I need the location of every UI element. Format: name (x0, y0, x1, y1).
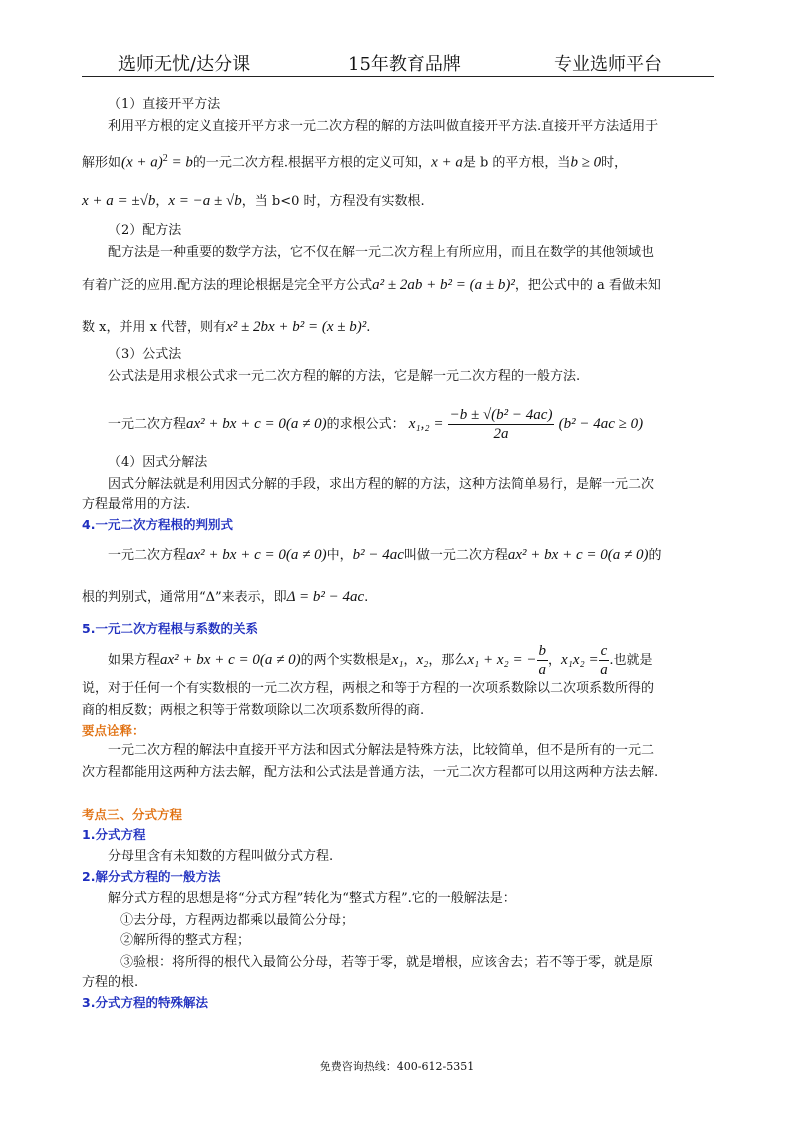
page-header (82, 46, 714, 77)
topic3-sub2-title: 2.解分式方程的一般方法 (82, 869, 221, 884)
method1-para2: 解形如$(x + a)^2 = b$的一元二次方程.根据平方根的定义可知，x + a是 b 的平方根，当b ≥ 0时， (82, 153, 628, 171)
vieta-product-fraction (599, 642, 610, 679)
equation: ax² + bx + c = 0(a ≠ 0) (160, 652, 301, 668)
quadratic-formula-condition: (b² − 4ac ≥ 0) (558, 416, 644, 432)
equation: x + a (431, 154, 463, 171)
text-span: . (366, 320, 371, 335)
key-notes-title: 要点诠释： (82, 723, 145, 738)
equation: a² ± 2ab + b² = (a ± b)² (372, 277, 515, 293)
text-span: 一元二次方程 (108, 417, 187, 432)
equation: x₁ (391, 652, 404, 668)
quadratic-formula-fraction (448, 406, 555, 443)
topic3-sub1-title: 1.分式方程 (82, 827, 146, 842)
section5-title: 5.一元二次方程根与系数的关系 (82, 621, 258, 636)
text-span: ， (403, 653, 417, 668)
text-span: ，那么 (428, 653, 468, 668)
text-span: .也就是 (609, 653, 653, 668)
method2-para3 (82, 318, 370, 337)
equation: ax² + bx + c = 0(a ≠ 0) (507, 547, 649, 563)
method1-title: （1）直接开平方法 (108, 97, 221, 112)
method4-para1: 因式分解法就是利用因式分解的手段，求出方程的解的方法，这种方法简单易行，是解一元二次 (108, 477, 655, 492)
equation: x = −a ± √b (168, 193, 242, 209)
equation: x + a = ±√b (82, 193, 156, 209)
equation: b² − 4ac (352, 547, 404, 563)
header-center: 15年教育品牌 (348, 54, 461, 75)
topic3-sub1-para: 分母里含有未知数的方程叫做分式方程. (108, 849, 334, 864)
quadratic-formula-denominator: 2a (493, 426, 509, 442)
fraction-numerator: c (600, 643, 608, 659)
section5-para1 (108, 640, 652, 681)
method4-para2: 方程最常用的方法. (82, 497, 191, 512)
method3-para1: 公式法是用求根公式求一元二次方程的解的方法，它是解一元二次方程的一般方法. (108, 369, 581, 384)
topic3-step3: ③验根：将所得的根代入最简公分母，若等于零，就是增根，应该舍去；若不等于零，就是原 (120, 955, 654, 970)
equation: x² ± 2bx + b² = (x ± b)² (226, 319, 367, 335)
text-span: 如果方程 (108, 653, 161, 668)
fraction-denominator: a (600, 662, 608, 678)
method2-title: （2）配方法 (108, 223, 182, 238)
equation: (x + a) (121, 154, 163, 171)
key-notes-para1: 一元二次方程的解法中直接开平方法和因式分解法是特殊方法，比较简单，但不是所有的一元二 (108, 743, 655, 758)
text-span: ， (548, 653, 562, 668)
vieta-sum-lhs: x₁ + x₂ = − (467, 652, 537, 668)
section4-title: 4.一元二次方程根的判别式 (82, 517, 233, 532)
section4-para2 (82, 588, 368, 607)
fraction-denominator: a (538, 662, 546, 678)
equation: x₂ (416, 652, 429, 668)
text-span: 叫做一元二次方程 (403, 548, 508, 563)
text-span: 数 x，并用 x 代替，则有 (82, 320, 227, 335)
equation: ax² + bx + c = 0(a ≠ 0) (186, 547, 327, 563)
method4-title: （4）因式分解法 (108, 455, 208, 470)
quadratic-formula-lhs: x₁,₂ = (408, 416, 444, 432)
topic3-title: 考点三、分式方程 (82, 807, 183, 822)
method1-para3 (82, 192, 425, 211)
equation: b ≥ 0 (570, 154, 602, 171)
text-span: ， (155, 194, 169, 209)
section5-para3: 商的相反数；两根之积等于常数项除以二次项系数所得的商. (82, 703, 425, 718)
method3-formula-line (108, 402, 643, 447)
header-right: 专业选师平台 (554, 54, 662, 75)
text-span: 根的判别式，通常用“Δ”来表示，即 (82, 590, 287, 605)
equation: Δ = b² − 4ac (286, 589, 365, 605)
text-span: 的 (648, 548, 662, 563)
text-span: ，把公式中的 a 看做未知 (514, 278, 661, 293)
topic3-step3-cont: 方程的根. (82, 975, 139, 990)
text-span: . (364, 590, 369, 605)
topic3-sub2-para: 解分式方程的思想是将“分式方程”转化为“整式方程”.它的一般解法是： (108, 891, 516, 906)
topic3-sub3-title: 3.分式方程的特殊解法 (82, 995, 208, 1010)
text-span: 的一元二次方程.根据平方根的定义可知， (192, 155, 432, 171)
text-span: 的求根公式： (326, 417, 405, 432)
topic3-step1: ①去分母，方程两边都乘以最简公分母； (120, 913, 355, 928)
text-span: 时， (601, 155, 628, 171)
method2-para2 (82, 276, 661, 295)
section5-para2: 说，对于任何一个有实数根的一元二次方程，两根之和等于方程的一次项系数除以二次项系数所得的 (82, 681, 655, 696)
topic3-step2: ②解所得的整式方程； (120, 933, 251, 948)
key-notes-para2: 次方程都能用这两种方法去解，配方法和公式法是普通方法，一元二次方程都可以用这两种方法去解. (82, 765, 659, 780)
text-span: 是 b 的平方根，当 (462, 155, 571, 171)
text-span: ，当 b<0 时，方程没有实数根. (241, 194, 425, 209)
method2-para1: 配方法是一种重要的数学方法，它不仅在解一元二次方程上有所应用，而且在数学的其他领域也 (108, 245, 655, 260)
text-span: 的两个实数根是 (300, 653, 392, 668)
vieta-product-lhs: x₁x₂ = (561, 652, 599, 668)
header-left: 选师无忧/达分课 (118, 54, 251, 75)
vieta-sum-fraction (537, 642, 549, 679)
text-span: 中， (326, 548, 353, 563)
method3-title: （3）公式法 (108, 347, 182, 362)
quadratic-formula-numerator: −b ± √(b² − 4ac) (449, 407, 553, 423)
footer-hotline: 免费咨询热线：400-612-5351 (319, 1060, 475, 1073)
text-span: 一元二次方程 (108, 548, 187, 563)
method1-para1: 利用平方根的定义直接开平方求一元二次方程的解的方法叫做直接开平方法.直接开平方法适用于 (108, 119, 659, 134)
fraction-numerator: b (538, 643, 546, 659)
equation: = b (167, 154, 193, 171)
equation: ax² + bx + c = 0(a ≠ 0) (186, 416, 327, 432)
section4-para1 (108, 546, 661, 565)
text-span: 有着广泛的应用.配方法的理论根据是完全平方公式 (82, 278, 373, 293)
text-span: 解形如 (82, 155, 122, 171)
